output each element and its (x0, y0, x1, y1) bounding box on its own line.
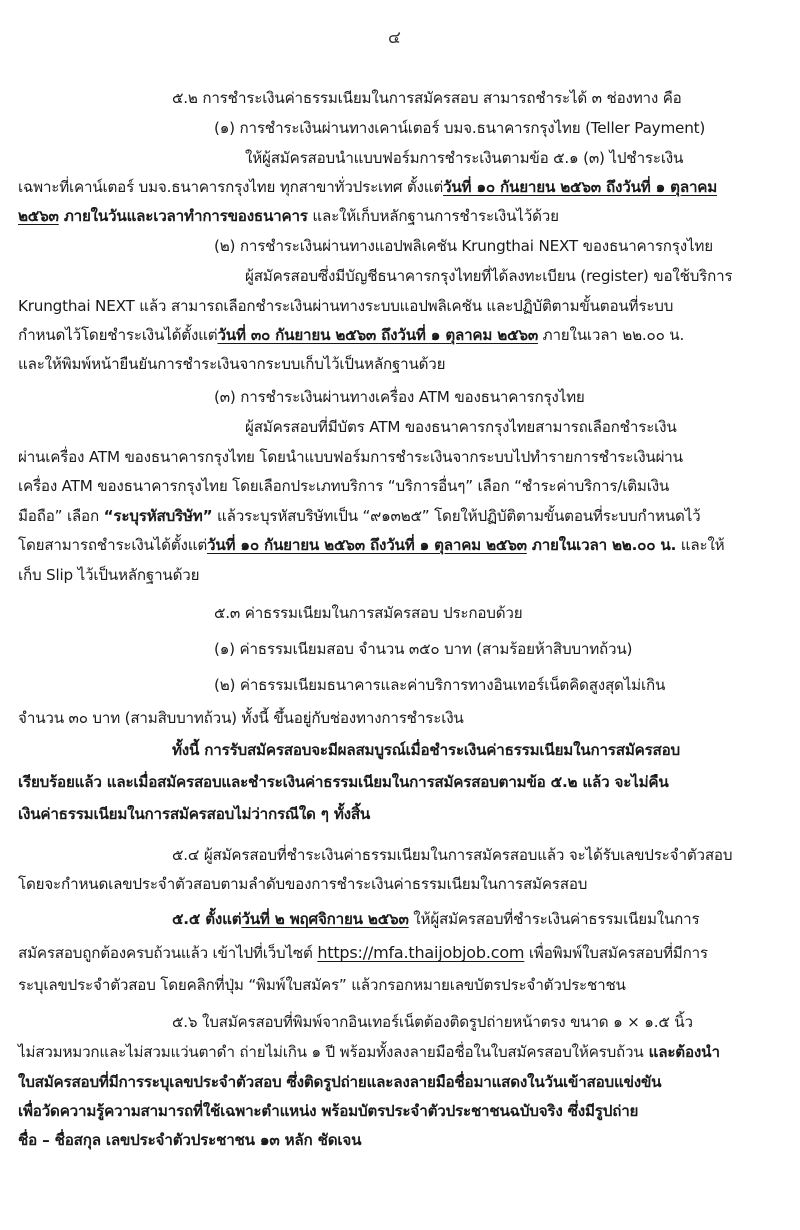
channel-2-line-4: และให้พิมพ์หน้ายืนยันการชำระเงินจากระบบเก็บไว้เป็นหลักฐานด้วย (18, 355, 446, 373)
fee-item-1: (๑) ค่าธรรมเนียมสอบ จำนวน ๓๕๐ บาท (สามร้อยห้าสิบบาทถ้วน) (214, 640, 633, 658)
section-5-3-heading: ๕.๓ ค่าธรรมเนียมในการสมัครสอบ ประกอบด้วย (214, 604, 523, 622)
fee-item-2: (๒) ค่าธรรมเนียมธนาคารและค่าบริการทางอินเทอร์เน็ตคิดสูงสุดไม่เกิน (214, 676, 666, 694)
channel-2-title: (๒) การชำระเงินผ่านทางแอปพลิเคชัน Krungthai NEXT ของธนาคารกรุงไทย (214, 237, 713, 255)
channel-3-line-3: เครื่อง ATM ของธนาคารกรุงไทย โดยเลือกประเภทบริการ “บริการอื่นๆ” เลือก “ชำระค่าบริการ/เติมเงิน (18, 477, 670, 495)
channel-3-line-2: ผ่านเครื่อง ATM ของธนาคารกรุงไทย โดยนำแบบฟอร์มการชำระเงินจากระบบไปทำรายการชำระเงินผ่าน (18, 448, 683, 466)
fee-note-line-2: เรียบร้อยแล้ว และเมื่อสมัครสอบและชำระเงินค่าธรรมเนียมในการสมัครสอบตามข้อ ๕.๒ แล้ว จะไม่คืน (18, 773, 669, 791)
channel-3-date-range: วันที่ ๑๐ กันยายน ๒๕๖๓ ถึงวันที่ ๑ ตุลาคม ๒๕๖๓ (206, 536, 527, 554)
fee-note-line-3: เงินค่าธรรมเนียมในการสมัครสอบไม่ว่ากรณีใด ๆ ทั้งสิ้น (18, 805, 371, 823)
section-5-5-line-3: ระบุเลขประจำตัวสอบ โดยคลิกที่ปุ่ม “พิมพ์ใบสมัคร” แล้วกรอกหมายเลขบัตรประจำตัวประชาชน (18, 976, 626, 994)
section-5-6-line-4: เพื่อวัดความรู้ความสามารถที่ใช้เฉพาะตำแหน่ง พร้อมบัตรประจำตัวประชาชนฉบับจริง ซึ่งมีรูปถ่าย (18, 1102, 639, 1120)
section-5-5-line-1: ๕.๕ ตั้งแต่วันที่ ๒ พฤศจิกายน ๒๕๖๓ ให้ผู้สมัครสอบที่ชำระเงินค่าธรรมเนียมในการ (172, 910, 700, 928)
section-5-4-line-2: โดยจะกำหนดเลขประจำตัวสอบตามลำดับของการชำระเงินค่าธรรมเนียมในการสมัครสอบ (18, 875, 588, 893)
section-5-5-line-2: สมัครสอบถูกต้องครบถ้วนแล้ว เข้าไปที่เว็บไซต์ https://mfa.thaijobjob.com เพื่อพิมพ์ใบสมัครสอบที่มีการ (18, 943, 708, 962)
fee-item-2-cont: จำนวน ๓๐ บาท (สามสิบบาทถ้วน) ทั้งนี้ ขึ้นอยู่กับช่องทางการชำระเงิน (18, 709, 464, 727)
channel-2-line-1: ผู้สมัครสอบซึ่งมีบัญชีธนาคารกรุงไทยที่ได้ลงทะเบียน (register) ขอใช้บริการ (245, 267, 733, 285)
channel-1-line-2: เฉพาะที่เคาน์เตอร์ บมจ.ธนาคารกรุงไทย ทุกสาขาทั่วประเทศ ตั้งแต่วันที่ ๑๐ กันยายน ๒๕๖๓ ถึงวันที่ ๑ ตุลาคม (18, 178, 718, 196)
channel-1-line-1: ให้ผู้สมัครสอบนำแบบฟอร์มการชำระเงินตามข้อ ๕.๑ (๓) ไปชำระเงิน (245, 149, 684, 167)
section-5-2-heading: ๕.๒ การชำระเงินค่าธรรมเนียมในการสมัครสอบ สามารถชำระได้ ๓ ช่องทาง คือ (172, 89, 682, 107)
channel-3-line-4: มือถือ” เลือก “ระบุรหัสบริษัท” แล้วระบุรหัสบริษัทเป็น “๙๑๓๒๕” โดยให้ปฏิบัติตามขั้นตอนที่ระบบกำหนดไว้ (18, 507, 701, 525)
channel-3-title: (๓) การชำระเงินผ่านทางเครื่อง ATM ของธนาคารกรุงไทย (214, 388, 585, 406)
section-5-6-line-3: ใบสมัครสอบที่มีการระบุเลขประจำตัวสอบ ซึ่งติดรูปถ่ายและลงลายมือชื่อมาแสดงในวันเข้าสอบแข่งขัน (18, 1073, 662, 1091)
page-number: ๔ (388, 28, 401, 48)
section-5-4-line-1: ๕.๔ ผู้สมัครสอบที่ชำระเงินค่าธรรมเนียมในการสมัครสอบแล้ว จะได้รับเลขประจำตัวสอบ (172, 846, 733, 864)
channel-1-date-range: วันที่ ๑๐ กันยายน ๒๕๖๓ ถึงวันที่ ๑ ตุลาคม (443, 178, 718, 196)
section-5-6-line-1: ๕.๖ ใบสมัครสอบที่พิมพ์จากอินเทอร์เน็ตต้องติดรูปถ่ายหน้าตรง ขนาด ๑ × ๑.๕ นิ้ว (172, 1013, 693, 1031)
section-5-6-line-5: ชื่อ – ชื่อสกุล เลขประจำตัวประชาชน ๑๓ หลัก ชัดเจน (18, 1131, 362, 1149)
channel-2-date-range: วันที่ ๓๐ กันยายน ๒๕๖๓ ถึงวันที่ ๑ ตุลาคม ๒๕๖๓ (217, 326, 539, 344)
channel-3-line-6: เก็บ Slip ไว้เป็นหลักฐานด้วย (18, 566, 200, 584)
channel-2-line-3: กำหนดไว้โดยชำระเงินได้ตั้งแต่วันที่ ๓๐ กันยายน ๒๕๖๓ ถึงวันที่ ๑ ตุลาคม ๒๕๖๓ ภายในเวลา ๒๒.๐๐ น. (18, 326, 685, 344)
channel-2-line-2: Krungthai NEXT แล้ว สามารถเลือกชำระเงินผ่านทางระบบแอปพลิเคชัน และปฏิบัติตามขั้นตอนที่ระบบ (18, 297, 674, 315)
channel-3-line-1: ผู้สมัครสอบที่มีบัตร ATM ของธนาคารกรุงไทยสามารถเลือกชำระเงิน (245, 418, 677, 436)
print-start-date: วันที่ ๒ พฤศจิกายน ๒๕๖๓ (241, 910, 409, 928)
channel-1-line-3: ๒๕๖๓ ภายในวันและเวลาทำการของธนาคาร และให้เก็บหลักฐานการชำระเงินไว้ด้วย (18, 207, 559, 225)
channel-1-title: (๑) การชำระเงินผ่านทางเคาน์เตอร์ บมจ.ธนาคารกรุงไทย (Teller Payment) (214, 119, 706, 137)
fee-note-line-1: ทั้งนี้ การรับสมัครสอบจะมีผลสมบูรณ์เมื่อชำระเงินค่าธรรมเนียมในการสมัครสอบ (172, 741, 680, 759)
website-link[interactable]: https://mfa.thaijobjob.com (317, 943, 525, 962)
section-5-6-line-2: ไม่สวมหมวกและไม่สวมแว่นตาดำ ถ่ายไม่เกิน ๑ ปี พร้อมทั้งลงลายมือชื่อในใบสมัครสอบให้ครบถ้วน และต้องนำ (18, 1043, 720, 1061)
channel-3-line-5: โดยสามารถชำระเงินได้ตั้งแต่วันที่ ๑๐ กันยายน ๒๕๖๓ ถึงวันที่ ๑ ตุลาคม ๒๕๖๓ ภายในเวลา ๒๒.๐๐ น. และให้ (18, 536, 725, 554)
